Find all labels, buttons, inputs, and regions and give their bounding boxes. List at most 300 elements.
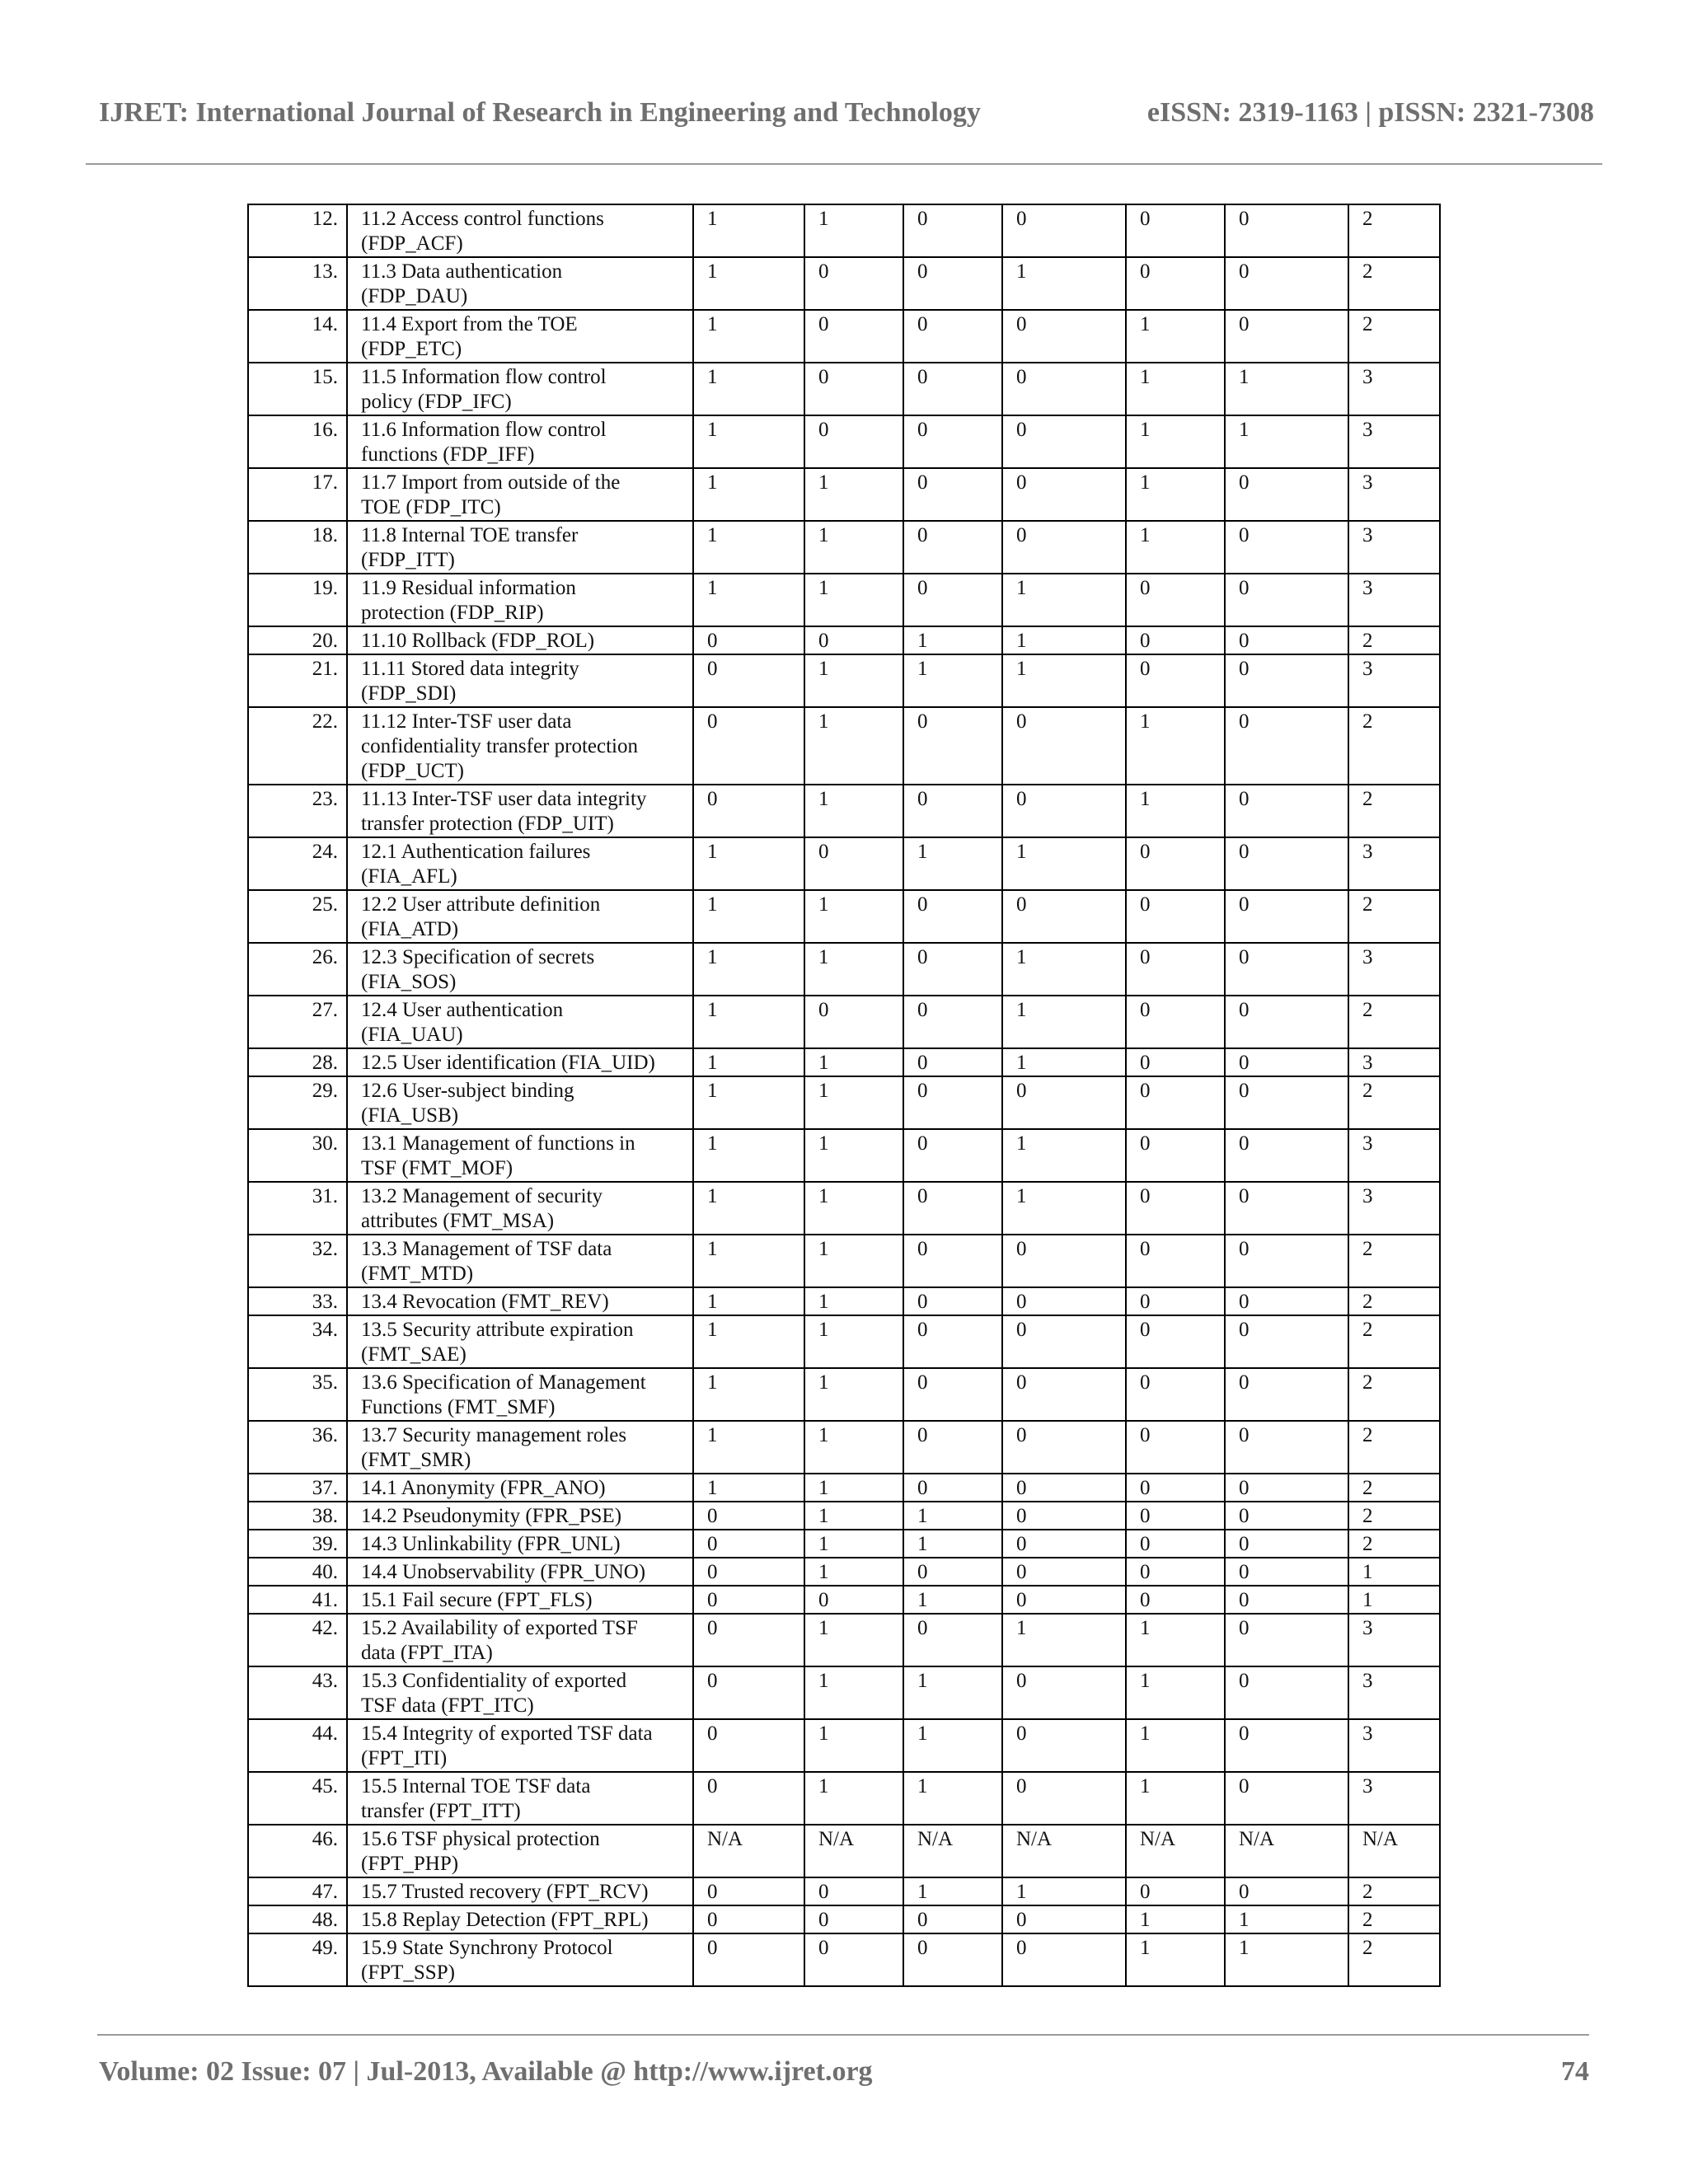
total-cell: 2 [1348, 626, 1440, 654]
value-cell: 0 [1225, 707, 1348, 785]
value-cell: 0 [1002, 1933, 1126, 1986]
value-cell: 0 [903, 363, 1002, 415]
total-cell: 1 [1348, 1558, 1440, 1586]
value-cell: 0 [693, 1614, 804, 1666]
total-cell: 2 [1348, 1368, 1440, 1421]
requirement-name [347, 996, 693, 1048]
requirement-name-line: 15.6 TSF physical protection [361, 1828, 600, 1850]
value-cell: 0 [804, 1905, 903, 1933]
value-cell: 0 [693, 1772, 804, 1825]
value-cell: 0 [1126, 1368, 1225, 1421]
value-cell: N/A [1225, 1825, 1348, 1877]
table-row [248, 626, 1440, 654]
value-cell: 1 [1126, 468, 1225, 521]
table-row [248, 1502, 1440, 1530]
value-cell: 0 [903, 310, 1002, 363]
requirement-name-line: 12.3 Specification of secrets [361, 946, 595, 968]
requirement-name-line: 11.11 Stored data integrity [361, 658, 579, 680]
requirement-name-line: functions (FDP_IFF) [361, 443, 535, 466]
value-cell: 1 [693, 1474, 804, 1502]
requirement-name-line: 11.6 Information flow control [361, 419, 607, 441]
value-cell: 0 [1126, 1048, 1225, 1076]
value-cell: 1 [1002, 654, 1126, 707]
value-cell: 0 [1002, 1474, 1126, 1502]
row-number: 42. [248, 1614, 347, 1666]
value-cell: 0 [1126, 1235, 1225, 1287]
table-row [248, 1586, 1440, 1614]
value-cell: 1 [1126, 1614, 1225, 1666]
row-number: 31. [248, 1182, 347, 1235]
table-row [248, 1530, 1440, 1558]
requirement-name-line: 11.10 Rollback (FDP_ROL) [361, 630, 595, 652]
requirement-name-line: (FDP_UCT) [361, 760, 465, 782]
value-cell: 1 [1002, 996, 1126, 1048]
total-cell: 2 [1348, 1076, 1440, 1129]
requirement-name-line: 15.2 Availability of exported TSF [361, 1617, 638, 1639]
requirement-name [347, 785, 693, 837]
requirement-name-line: 12.2 User attribute definition [361, 893, 601, 916]
row-number: 30. [248, 1129, 347, 1182]
requirement-name [347, 1076, 693, 1129]
value-cell: 0 [903, 574, 1002, 626]
value-cell: 1 [804, 521, 903, 574]
value-cell: 0 [804, 996, 903, 1048]
value-cell: 0 [804, 837, 903, 890]
value-cell: 0 [804, 1877, 903, 1905]
table-row [248, 1315, 1440, 1368]
requirement-name-line: 13.4 Revocation (FMT_REV) [361, 1291, 609, 1313]
value-cell: 0 [903, 521, 1002, 574]
value-cell: 1 [1225, 415, 1348, 468]
value-cell: 0 [1002, 1586, 1126, 1614]
value-cell: 1 [1002, 837, 1126, 890]
requirement-name [347, 257, 693, 310]
value-cell: 0 [1002, 1502, 1126, 1530]
value-cell: 0 [1225, 521, 1348, 574]
value-cell: 1 [804, 1287, 903, 1315]
requirement-name-line: confidentiality transfer protection [361, 735, 638, 757]
value-cell: 0 [804, 626, 903, 654]
value-cell: 0 [903, 1182, 1002, 1235]
value-cell: 1 [804, 1719, 903, 1772]
value-cell: 0 [693, 1719, 804, 1772]
total-cell: 2 [1348, 204, 1440, 257]
row-number: 34. [248, 1315, 347, 1368]
requirement-name-line: 11.7 Import from outside of the [361, 471, 621, 494]
requirement-name-line: 15.3 Confidentiality of exported [361, 1670, 627, 1692]
total-cell: 1 [1348, 1586, 1440, 1614]
requirement-name [347, 310, 693, 363]
total-cell: 2 [1348, 310, 1440, 363]
value-cell: N/A [903, 1825, 1002, 1877]
value-cell: 1 [804, 1666, 903, 1719]
value-cell: 1 [903, 1666, 1002, 1719]
total-cell: 3 [1348, 363, 1440, 415]
journal-title: IJRET: International Journal of Research in Engineering and Technology [99, 97, 981, 128]
value-cell: 1 [903, 1877, 1002, 1905]
value-cell: 1 [804, 1182, 903, 1235]
value-cell: 0 [1225, 837, 1348, 890]
value-cell: 0 [693, 707, 804, 785]
value-cell: 1 [693, 415, 804, 468]
value-cell: 1 [804, 654, 903, 707]
requirement-name [347, 1235, 693, 1287]
value-cell: 1 [1002, 257, 1126, 310]
requirement-name-line: (FDP_SDI) [361, 682, 457, 705]
row-number: 43. [248, 1666, 347, 1719]
value-cell: 0 [1126, 1877, 1225, 1905]
value-cell: 0 [1225, 1719, 1348, 1772]
requirement-name-line: (FDP_ACF) [361, 232, 463, 255]
table-row [248, 363, 1440, 415]
requirement-name-line: (FDP_ITT) [361, 549, 455, 571]
row-number: 21. [248, 654, 347, 707]
value-cell: N/A [1002, 1825, 1126, 1877]
requirement-name-line: 11.12 Inter-TSF user data [361, 710, 572, 733]
total-cell: N/A [1348, 1825, 1440, 1877]
value-cell: 0 [1225, 1614, 1348, 1666]
value-cell: 0 [1225, 1048, 1348, 1076]
header-divider [86, 163, 1602, 165]
requirement-name [347, 837, 693, 890]
value-cell: 1 [693, 574, 804, 626]
requirement-name [347, 1368, 693, 1421]
total-cell: 2 [1348, 996, 1440, 1048]
requirement-name-line: (FIA_UAU) [361, 1024, 463, 1046]
row-number: 23. [248, 785, 347, 837]
value-cell: 0 [1126, 1474, 1225, 1502]
footer-divider [97, 2034, 1589, 2036]
value-cell: 0 [1126, 626, 1225, 654]
value-cell: 1 [903, 1772, 1002, 1825]
value-cell: 0 [903, 1315, 1002, 1368]
value-cell: 0 [1225, 626, 1348, 654]
value-cell: 0 [1225, 1235, 1348, 1287]
value-cell: 0 [693, 1666, 804, 1719]
total-cell: 2 [1348, 1421, 1440, 1474]
value-cell: 1 [804, 1502, 903, 1530]
value-cell: 0 [903, 1474, 1002, 1502]
value-cell: 0 [1225, 1586, 1348, 1614]
value-cell: 1 [804, 1614, 903, 1666]
requirement-name-line: 15.7 Trusted recovery (FPT_RCV) [361, 1881, 649, 1903]
table-row [248, 468, 1440, 521]
row-number: 46. [248, 1825, 347, 1877]
requirement-name-line: TOE (FDP_ITC) [361, 496, 501, 518]
requirement-name-line: 14.3 Unlinkability (FPR_UNL) [361, 1533, 621, 1555]
value-cell: N/A [804, 1825, 903, 1877]
row-number: 39. [248, 1530, 347, 1558]
value-cell: 0 [693, 654, 804, 707]
row-number: 25. [248, 890, 347, 943]
table-row [248, 996, 1440, 1048]
table-row [248, 574, 1440, 626]
requirement-name-line: 11.13 Inter-TSF user data integrity [361, 788, 647, 810]
value-cell: 1 [903, 626, 1002, 654]
requirement-name [347, 1614, 693, 1666]
value-cell: 1 [1002, 574, 1126, 626]
value-cell: 1 [693, 1368, 804, 1421]
value-cell: 0 [1126, 943, 1225, 996]
requirement-name-line: 11.2 Access control functions [361, 208, 604, 230]
total-cell: 3 [1348, 1614, 1440, 1666]
value-cell: 1 [693, 943, 804, 996]
value-cell: 1 [903, 654, 1002, 707]
value-cell: 0 [1002, 363, 1126, 415]
total-cell: 3 [1348, 1719, 1440, 1772]
value-cell: 0 [1225, 1129, 1348, 1182]
value-cell: 1 [1002, 626, 1126, 654]
requirement-name-line: 14.1 Anonymity (FPR_ANO) [361, 1477, 606, 1499]
value-cell: 1 [1002, 1877, 1126, 1905]
value-cell: 0 [1225, 1182, 1348, 1235]
row-number: 22. [248, 707, 347, 785]
value-cell: 1 [804, 1235, 903, 1287]
value-cell: 0 [903, 996, 1002, 1048]
value-cell: 0 [1126, 1076, 1225, 1129]
value-cell: 0 [693, 626, 804, 654]
row-number: 45. [248, 1772, 347, 1825]
requirement-name-line: (FIA_AFL) [361, 865, 457, 888]
value-cell: 0 [1002, 707, 1126, 785]
row-number: 37. [248, 1474, 347, 1502]
requirement-name [347, 1558, 693, 1586]
value-cell: 1 [1126, 1772, 1225, 1825]
total-cell: 3 [1348, 1772, 1440, 1825]
requirement-name-line: (FPT_PHP) [361, 1853, 459, 1875]
requirement-name-line: 12.4 User authentication [361, 999, 564, 1021]
row-number: 28. [248, 1048, 347, 1076]
value-cell: 0 [1002, 785, 1126, 837]
table-row [248, 521, 1440, 574]
requirement-name [347, 1315, 693, 1368]
page-number: 74 [1561, 2056, 1589, 2087]
value-cell: 1 [693, 837, 804, 890]
value-cell: 0 [1225, 890, 1348, 943]
requirement-name [347, 707, 693, 785]
value-cell: 0 [1126, 1421, 1225, 1474]
requirement-name-line: 11.8 Internal TOE transfer [361, 524, 579, 546]
value-cell: 0 [903, 1048, 1002, 1076]
value-cell: 1 [804, 1368, 903, 1421]
requirement-name [347, 1530, 693, 1558]
total-cell: 3 [1348, 1666, 1440, 1719]
value-cell: 0 [1002, 1530, 1126, 1558]
value-cell: N/A [693, 1825, 804, 1877]
value-cell: 1 [693, 1076, 804, 1129]
row-number: 17. [248, 468, 347, 521]
total-cell: 2 [1348, 1235, 1440, 1287]
value-cell: 0 [693, 1933, 804, 1986]
row-number: 20. [248, 626, 347, 654]
row-number: 26. [248, 943, 347, 996]
value-cell: 0 [903, 707, 1002, 785]
value-cell: 0 [1126, 1530, 1225, 1558]
value-cell: 0 [1225, 1877, 1348, 1905]
value-cell: 0 [1002, 1421, 1126, 1474]
value-cell: 0 [903, 468, 1002, 521]
requirement-name [347, 1719, 693, 1772]
value-cell: 0 [1225, 1315, 1348, 1368]
value-cell: 0 [1225, 996, 1348, 1048]
value-cell: 0 [903, 785, 1002, 837]
value-cell: 0 [903, 204, 1002, 257]
value-cell: 0 [1002, 521, 1126, 574]
value-cell: 0 [1225, 1530, 1348, 1558]
value-cell: 0 [804, 1933, 903, 1986]
value-cell: 1 [804, 943, 903, 996]
table-row [248, 1287, 1440, 1315]
value-cell: 1 [1126, 1933, 1225, 1986]
requirement-name [347, 1666, 693, 1719]
value-cell: 1 [693, 257, 804, 310]
value-cell: 1 [1002, 943, 1126, 996]
value-cell: 1 [1126, 363, 1225, 415]
requirement-name-line: 11.9 Residual information [361, 577, 576, 599]
value-cell: 0 [1002, 1666, 1126, 1719]
value-cell: 1 [1002, 1182, 1126, 1235]
value-cell: 1 [804, 574, 903, 626]
row-number: 36. [248, 1421, 347, 1474]
total-cell: 2 [1348, 1502, 1440, 1530]
table-container [247, 204, 1439, 1987]
value-cell: 1 [804, 204, 903, 257]
value-cell: 0 [1225, 1368, 1348, 1421]
table-row [248, 707, 1440, 785]
value-cell: 0 [1126, 257, 1225, 310]
table-row [248, 1421, 1440, 1474]
value-cell: 0 [903, 1933, 1002, 1986]
value-cell: 1 [693, 1182, 804, 1235]
value-cell: 0 [903, 1558, 1002, 1586]
table-row [248, 1666, 1440, 1719]
value-cell: 0 [903, 257, 1002, 310]
value-cell: 0 [1225, 1558, 1348, 1586]
requirement-name-line: attributes (FMT_MSA) [361, 1210, 555, 1232]
requirement-name [347, 1474, 693, 1502]
value-cell: 1 [1002, 1614, 1126, 1666]
value-cell: 0 [903, 1368, 1002, 1421]
running-footer [99, 2056, 1589, 2097]
requirement-name [347, 626, 693, 654]
value-cell: 0 [1002, 1368, 1126, 1421]
value-cell: 0 [1225, 257, 1348, 310]
row-number: 14. [248, 310, 347, 363]
value-cell: 0 [1126, 996, 1225, 1048]
value-cell: 1 [693, 890, 804, 943]
value-cell: 0 [1126, 204, 1225, 257]
requirement-name [347, 363, 693, 415]
value-cell: 0 [1225, 1502, 1348, 1530]
row-number: 12. [248, 204, 347, 257]
value-cell: 0 [693, 1905, 804, 1933]
requirement-name [347, 1825, 693, 1877]
table-row [248, 1614, 1440, 1666]
total-cell: 3 [1348, 521, 1440, 574]
row-number: 16. [248, 415, 347, 468]
table-row [248, 1474, 1440, 1502]
requirement-name-line: 14.4 Unobservability (FPR_UNO) [361, 1561, 646, 1583]
requirement-name-line: (FPT_SSP) [361, 1961, 455, 1984]
requirement-name-line: 11.5 Information flow control [361, 366, 607, 388]
table-row [248, 310, 1440, 363]
value-cell: 0 [693, 1558, 804, 1586]
row-number: 40. [248, 1558, 347, 1586]
value-cell: 0 [903, 1129, 1002, 1182]
value-cell: 1 [903, 1719, 1002, 1772]
value-cell: 1 [1126, 1666, 1225, 1719]
value-cell: 1 [1126, 1719, 1225, 1772]
value-cell: 1 [1126, 310, 1225, 363]
value-cell: 1 [1225, 1933, 1348, 1986]
requirement-name-line: 12.1 Authentication failures [361, 841, 591, 863]
value-cell: 0 [903, 890, 1002, 943]
value-cell: 0 [1225, 468, 1348, 521]
row-number: 35. [248, 1368, 347, 1421]
requirement-name-line: (FIA_ATD) [361, 918, 459, 940]
value-cell: 1 [693, 1235, 804, 1287]
value-cell: 0 [1002, 204, 1126, 257]
value-cell: 1 [693, 1048, 804, 1076]
row-number: 33. [248, 1287, 347, 1315]
value-cell: 0 [1225, 1474, 1348, 1502]
row-number: 47. [248, 1877, 347, 1905]
requirement-name-line: 13.3 Management of TSF data [361, 1238, 612, 1260]
total-cell: 3 [1348, 1129, 1440, 1182]
requirement-name [347, 1421, 693, 1474]
requirement-name [347, 943, 693, 996]
total-cell: 2 [1348, 785, 1440, 837]
value-cell: 0 [1002, 415, 1126, 468]
value-cell: 1 [903, 1586, 1002, 1614]
value-cell: 1 [804, 1315, 903, 1368]
value-cell: 1 [693, 468, 804, 521]
total-cell: 3 [1348, 943, 1440, 996]
value-cell: 0 [903, 1421, 1002, 1474]
value-cell: 0 [1002, 1076, 1126, 1129]
row-number: 32. [248, 1235, 347, 1287]
total-cell: 3 [1348, 837, 1440, 890]
value-cell: 0 [1225, 1076, 1348, 1129]
requirement-name-line: transfer (FPT_ITT) [361, 1800, 521, 1822]
table-row [248, 1129, 1440, 1182]
value-cell: 1 [804, 707, 903, 785]
value-cell: 0 [903, 943, 1002, 996]
value-cell: 1 [1126, 785, 1225, 837]
value-cell: 0 [1225, 654, 1348, 707]
total-cell: 2 [1348, 1474, 1440, 1502]
value-cell: 0 [1126, 1502, 1225, 1530]
value-cell: 1 [1126, 707, 1225, 785]
value-cell: 0 [804, 415, 903, 468]
table-row [248, 1772, 1440, 1825]
requirement-name-line: (FIA_USB) [361, 1104, 459, 1127]
row-number: 15. [248, 363, 347, 415]
value-cell: 1 [804, 1048, 903, 1076]
total-cell: 3 [1348, 468, 1440, 521]
row-number: 24. [248, 837, 347, 890]
value-cell: 0 [1225, 785, 1348, 837]
value-cell: 0 [1225, 1421, 1348, 1474]
value-cell: 1 [1225, 1905, 1348, 1933]
value-cell: 0 [1002, 890, 1126, 943]
value-cell: 0 [1002, 1558, 1126, 1586]
value-cell: 1 [1126, 521, 1225, 574]
value-cell: 0 [903, 1076, 1002, 1129]
value-cell: 0 [1126, 1182, 1225, 1235]
requirement-name [347, 1933, 693, 1986]
row-number: 27. [248, 996, 347, 1048]
